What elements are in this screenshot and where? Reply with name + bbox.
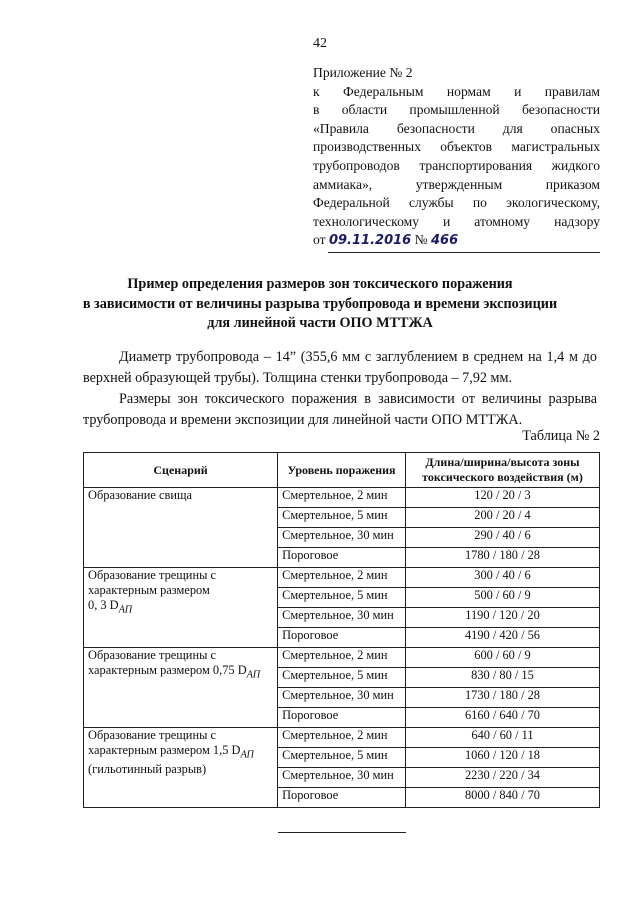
handwritten-number: 466	[431, 233, 459, 249]
header-scenario: Сценарий	[84, 453, 278, 488]
value-cell: 2230 / 220 / 34	[405, 768, 599, 788]
appendix-line: к Федеральным нормам и правилам	[313, 83, 600, 99]
order-signature-line	[313, 231, 600, 251]
value-cell: 1060 / 120 / 18	[405, 748, 599, 768]
scenario-text: (гильотинный разрыв)	[88, 762, 207, 777]
table-row	[84, 488, 600, 508]
value-cell: 640 / 60 / 11	[405, 728, 599, 748]
scenario-text: характерным размером 1,5 D	[88, 743, 241, 757]
value-cell: 8000 / 840 / 70	[405, 788, 599, 808]
value-cell: 200 / 20 / 4	[405, 508, 599, 528]
scenario-cell	[84, 488, 278, 568]
value-cell: 830 / 80 / 15	[405, 668, 599, 688]
level-cell: Смертельное, 2 мин	[278, 728, 406, 748]
value-cell: 6160 / 640 / 70	[405, 708, 599, 728]
value-cell: 600 / 60 / 9	[405, 648, 599, 668]
value-cell: 500 / 60 / 9	[405, 588, 599, 608]
appendix-heading: Приложение № 2	[313, 65, 413, 80]
scenario-cell	[84, 568, 278, 648]
level-cell: Смертельное, 30 мин	[278, 608, 406, 628]
paragraph-diameter: Диаметр трубопровода – 14” (355,6 мм с заглублением в среднем на 1,4 м до верхней образующей трубы). Толщина стенки трубопровода – 7,92 мм.	[83, 349, 597, 386]
appendix-line: «Правила безопасности для опасных	[313, 120, 600, 136]
scenario-text: 0, 3 D	[88, 598, 119, 612]
level-cell: Смертельное, 5 мин	[278, 588, 406, 608]
level-cell: Пороговое	[278, 788, 406, 808]
footer-rule	[278, 832, 406, 833]
toxic-zones-table	[83, 452, 600, 808]
value-cell: 290 / 40 / 6	[405, 528, 599, 548]
document-title	[0, 275, 640, 334]
appendix-line: трубопроводов транспортирования жидкого	[313, 157, 600, 173]
value-cell: 4190 / 420 / 56	[405, 628, 599, 648]
title-line: Пример определения размеров зон токсического поражения	[127, 276, 513, 292]
value-cell: 1730 / 180 / 28	[405, 688, 599, 708]
scenario-text: Образование трещины с	[88, 728, 216, 742]
table-header-row	[84, 453, 600, 488]
scenario-text: характерным размером	[88, 583, 210, 597]
value-cell: 300 / 40 / 6	[405, 568, 599, 588]
scenario-subscript: АП	[246, 669, 261, 681]
level-cell: Смертельное, 5 мин	[278, 748, 406, 768]
scenario-text: характерным размером 0,75 D	[88, 663, 247, 677]
scenario-subscript: АП	[240, 749, 254, 761]
appendix-line: Федеральной службы по экологическому,	[313, 195, 600, 211]
appendix-block	[313, 64, 600, 251]
level-cell: Смертельное, 5 мин	[278, 508, 406, 528]
number-label: №	[414, 232, 428, 248]
level-cell: Пороговое	[278, 628, 406, 648]
level-cell: Смертельное, 2 мин	[278, 568, 406, 588]
level-cell: Смертельное, 30 мин	[278, 528, 406, 548]
level-cell: Смертельное, 5 мин	[278, 668, 406, 688]
table-row	[84, 728, 600, 748]
level-cell: Смертельное, 30 мин	[278, 768, 406, 788]
appendix-line: производственных объектов магистральных	[313, 139, 600, 155]
scenario-cell	[84, 728, 278, 808]
table-caption: Таблица № 2	[522, 428, 600, 444]
signature-underline	[328, 252, 600, 253]
value-cell: 1780 / 180 / 28	[405, 548, 599, 568]
ot-label: от	[313, 232, 326, 248]
header-level: Уровень поражения	[278, 453, 406, 488]
table-row	[84, 648, 600, 668]
value-cell: 120 / 20 / 3	[405, 488, 599, 508]
scenario-text: Образование трещины с	[88, 648, 216, 662]
title-line: в зависимости от величины разрыва трубопровода и времени экспозиции	[82, 295, 558, 312]
title-line: для линейной части ОПО МТТЖА	[207, 315, 433, 331]
scenario-subscript: АП	[118, 604, 133, 616]
header-size: Длина/ширина/высота зоны токсического воздействия (м)	[405, 453, 599, 488]
table-row	[84, 568, 600, 588]
page-number: 42	[313, 36, 327, 51]
scenario-text: Образование трещины с	[88, 568, 216, 582]
appendix-line: аммиака», утвержденным приказом	[313, 176, 600, 192]
appendix-line: технологическому и атомному надзору	[313, 213, 600, 229]
level-cell: Смертельное, 2 мин	[278, 488, 406, 508]
scenario-cell	[84, 648, 278, 728]
level-cell: Смертельное, 2 мин	[278, 648, 406, 668]
level-cell: Пороговое	[278, 708, 406, 728]
level-cell: Смертельное, 30 мин	[278, 688, 406, 708]
handwritten-date: 09.11.2016	[328, 233, 412, 249]
level-cell: Пороговое	[278, 548, 406, 568]
value-cell: 1190 / 120 / 20	[405, 608, 599, 628]
paragraph-zones: Размеры зон токсического поражения в зависимости от величины разрыва трубопровода и времени экспозиции для линейной части ОПО МТТЖА.	[83, 391, 597, 428]
scenario-text: Образование свища	[88, 488, 193, 502]
appendix-line: в области промышленной безопасности	[313, 102, 600, 118]
